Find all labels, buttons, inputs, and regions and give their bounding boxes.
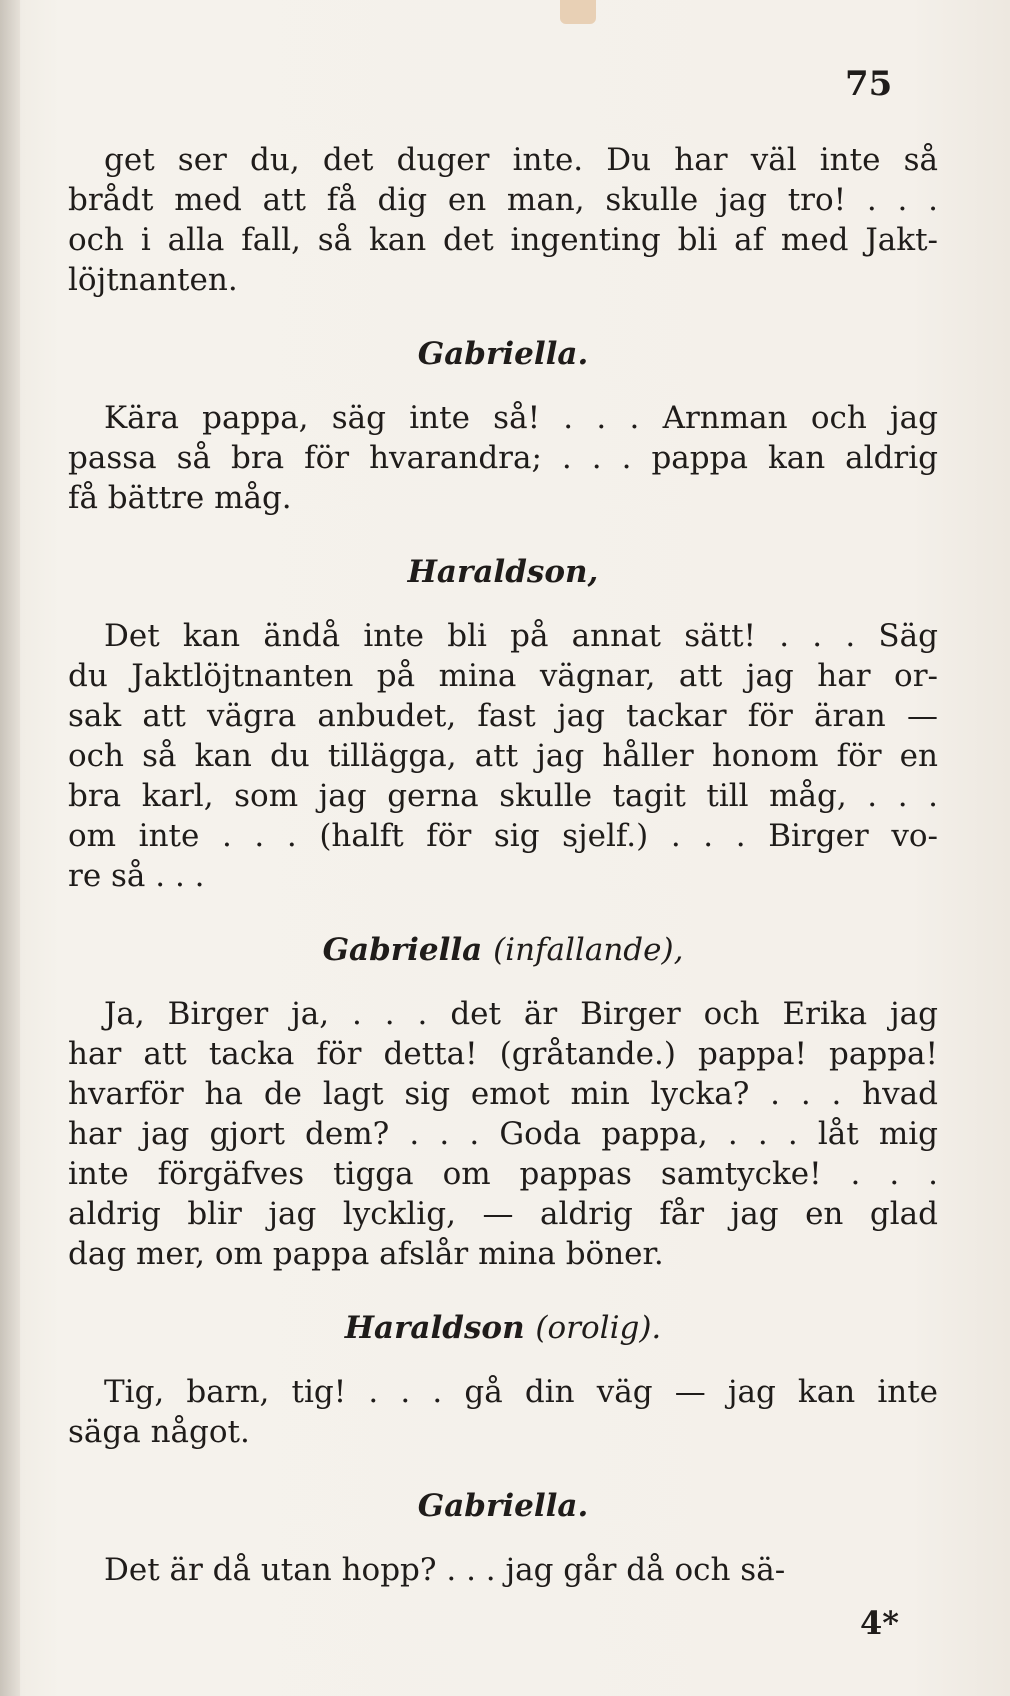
page-gutter [0,0,20,1696]
text-line: Ja, Birger ja, . . . det är Birger och Erika jag [104,996,938,1032]
speaker-name: Gabriella [322,932,483,968]
text-line: och i alla fall, så kan det ingenting bli af med Jakt- [68,222,938,258]
text-line: sak att vägra anbudet, fast jag tackar för äran — [68,698,938,734]
speaker-heading [68,930,938,970]
stage-direction: (orolig). [535,1310,662,1346]
text-line: bra karl, som jag gerna skulle tagit till måg, . . . [68,778,938,814]
page-number: 75 [845,64,893,104]
text-line: dag mer, om pappa afslår mina böner. [68,1236,664,1272]
text-line: om inte . . . (halft för sig sjelf.) . . . Birger vo- [68,818,938,854]
stage-direction: (infallande), [493,932,684,968]
text-line: har att tacka för detta! (gråtande.) pappa! pappa! [68,1036,938,1072]
play-text-body [68,140,938,1590]
text-line: get ser du, det duger inte. Du har väl inte så [104,142,938,178]
speaker-heading [68,1486,938,1526]
speaker-name: Haraldson [344,1310,525,1346]
text-line: hvarför ha de lagt sig emot min lycka? . . . hvad [68,1076,938,1112]
text-line: har jag gjort dem? . . . Goda pappa, . . . låt mig [68,1116,938,1152]
bookmark-tab [560,0,596,24]
speaker-heading [68,1308,938,1348]
text-line: brådt med att få dig en man, skulle jag tro! . . . [68,182,938,218]
text-line: få bättre måg. [68,480,292,516]
text-line: Det kan ändå inte bli på annat sätt! . . . Säg [104,618,938,654]
text-line: och så kan du tillägga, att jag håller honom för en [68,738,938,774]
speaker-heading [68,334,938,374]
speaker-heading [68,552,938,592]
text-line: passa så bra för hvarandra; . . . pappa kan aldrig [68,440,938,476]
signature-mark: 4* [860,1604,899,1642]
text-line: du Jaktlöjtnanten på mina vägnar, att jag har or- [68,658,938,694]
speaker-name: Gabriella. [417,336,589,372]
speaker-name: Gabriella. [417,1488,589,1524]
text-line: Kära pappa, säg inte så! . . . Arnman och jag [104,400,938,436]
text-line: Det är då utan hopp? . . . jag går då och sä- [104,1552,786,1588]
text-line: säga något. [68,1414,250,1450]
text-line: inte förgäfves tigga om pappas samtycke! . . . [68,1156,938,1192]
text-line: löjtnanten. [68,262,238,298]
speaker-name: Haraldson, [407,554,599,590]
text-line: aldrig blir jag lycklig, — aldrig får jag en glad [68,1196,938,1232]
text-line: Tig, barn, tig! . . . gå din väg — jag kan inte [104,1374,938,1410]
text-line: re så . . . [68,858,205,894]
